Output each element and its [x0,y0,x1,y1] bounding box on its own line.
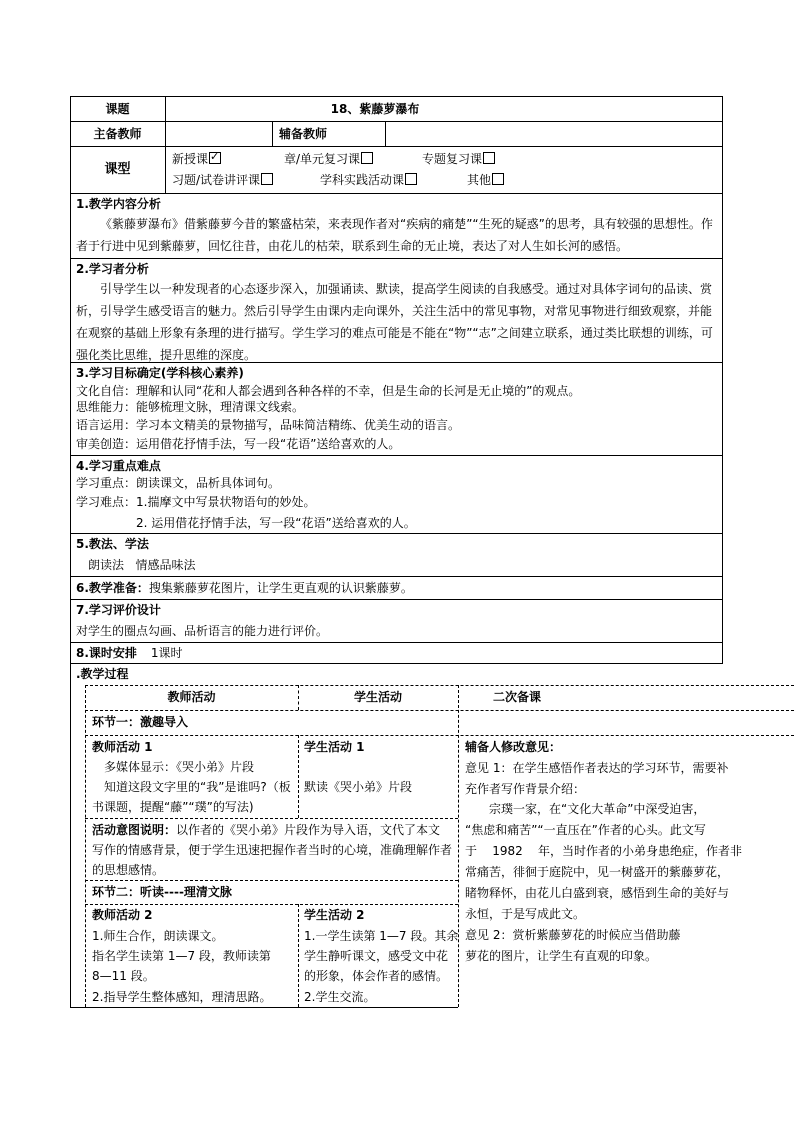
section-5-body: 朗读法 情感品味法 [88,558,196,572]
intent-label: 活动意图说明： [92,823,177,837]
intent-line: 的思想感情。 [92,863,165,877]
frame-top [70,96,723,97]
teacher-activity-1-line: 知道这段文字里的“我”是谁吗?（板 [104,780,291,794]
revision-title: 辅备人修改意见： [465,740,562,754]
row-line [70,599,723,600]
lesson-type-label-text: 习题/试卷讲评课 [172,173,261,187]
col-student-header: 学生活动 [353,690,402,704]
section-4-line: 学习难点：1.揣摩文中写景状物语句的妙处。 [76,495,316,509]
link-2-title: 环节二：听读----理清文脉 [92,885,232,899]
section-7-title: 7.学习评价设计 [76,603,161,617]
teacher-activity-1-title: 教师活动 1 [92,740,153,754]
student-activity-2-line: 1.一学生读第 1—7 段。其余 [304,929,459,943]
frame-right [722,96,723,663]
student-activity-2-line: 2.学生交流。 [304,990,376,1004]
checkbox-icon[interactable] [405,173,417,185]
revision-line: 睹物释怀，由花儿白盛到衰，感悟到生命的美好与 [465,886,730,900]
section-4-title: 4.学习重点难点 [76,459,161,473]
teacher-activity-2-title: 教师活动 2 [92,908,153,922]
dash-line [298,735,299,818]
row-line [70,146,723,147]
lesson-type-label-text: 其他 [467,173,492,187]
teacher-activity-2-line: 2.指导学生整体感知，理清思路。 [92,990,272,1004]
section-8-body: 1课时 [150,646,183,660]
row-line [70,1007,458,1008]
teacher-activity-1-line: 多媒体显示：《哭小弟》片段 [104,760,255,774]
row-line [70,663,723,664]
revision-line: “焦虑和痛苦”“一直压在”作者的心头。此文写 [465,823,706,837]
student-activity-1-title: 学生活动 1 [304,740,365,754]
lesson-type-label-text: 学科实践活动课 [320,173,405,187]
dash-line [85,685,794,686]
student-activity-2-line: 的形象，体会作者的感情。 [304,969,449,983]
dash-line [85,880,458,881]
section-3-line: 审美创造：运用借花抒情手法，写一段“花语”送给喜欢的人。 [76,437,401,451]
section-7-body: 对学生的圈点勾画、品析语言的能力进行评价。 [76,624,329,638]
teacher-activity-2-line: 8—11 段。 [92,969,155,983]
row-line [70,576,723,577]
revision-line: 充作者写作背景介绍： [465,782,586,796]
revision-line: 萝花的图片，让学生有直观的印象。 [465,949,658,963]
section-6-title: 6.教学准备： [76,581,149,595]
teacher-activity-1-line: 书课题，提醒“藤”“璞”的写法) [92,800,254,814]
section-6-row [76,580,413,596]
col-teacher-header: 教师活动 [167,690,216,704]
student-activity-2-title: 学生活动 2 [304,908,365,922]
dash-line [85,735,794,736]
section-5-title: 5.教法、学法 [76,537,149,551]
lead-teacher-label: 主备教师 [93,127,142,141]
section-4-line: 2. 运用借花抒情手法，写一段“花语”送给喜欢的人。 [136,516,416,530]
section-1-body: 《紫藤萝瀑布》借紫藤萝今昔的繁盛枯荣，来表现作者对“疾病的痛楚”“生死的疑惑”的思考，具有较强的思想性。作者于行进中见到紫藤萝，回忆往昔，由花儿的枯荣，联系到生命的无止境，表达了对人生如长河的感悟。 [76,217,713,253]
dash-line [85,710,794,711]
lesson-type-exercise[interactable] [172,172,273,188]
link-1-title: 环节一：激趣导入 [92,715,189,729]
dash-line [85,685,86,1007]
teacher-activity-2-line: 1.师生合作，朗读课文。 [92,929,224,943]
lesson-type-label: 课型 [104,162,131,177]
dash-line [458,685,459,1007]
lesson-type-topic-review[interactable] [422,151,495,167]
topic-label: 课题 [105,102,130,116]
col-line [385,121,386,146]
topic-value: 18、紫藤萝瀑布 [330,102,420,116]
col-line [272,121,273,146]
assist-teacher-label: 辅备教师 [279,127,328,141]
revision-line: 宗璞一家，在“文化大革命”中深受迫害， [489,802,706,816]
revision-line: 常痛苦，徘徊于庭院中，见一树盛开的紫藤萝花， [465,865,730,879]
section-1-title: 1.教学内容分析 [76,197,161,211]
frame-left [70,96,71,1008]
row-line [70,121,723,122]
lesson-type-label-text: 章/单元复习课 [284,152,361,166]
checkbox-icon[interactable] [261,173,273,185]
section-2-title: 2.学习者分析 [76,262,149,276]
student-activity-2-line: 学生静听课文，感受文中花 [304,949,449,963]
process-title: .教学过程 [76,667,129,681]
lesson-type-new[interactable] [172,151,221,167]
row-line [70,642,723,643]
section-3-title: 3.学习目标确定(学科核心素养) [76,366,244,380]
row-line [70,193,723,194]
checkbox-checked-icon[interactable] [209,152,221,164]
intent-text: 以作者的《哭小弟》片段作为导入语，文代了本文 [176,823,441,837]
dash-line [85,818,458,819]
revision-line: 永恒，于是写成此文。 [465,907,586,921]
section-4-line: 学习重点：朗读课文，品析具体词句。 [76,476,281,490]
lesson-type-label-text: 专题复习课 [422,152,483,166]
section-8-row [76,645,183,661]
revision-line: 意见 2：赏析紫藤萝花的时候应当借助藤 [465,928,681,942]
lesson-type-other[interactable] [467,172,504,188]
row-line [70,533,723,534]
checkbox-icon[interactable] [483,152,495,164]
col-revision-header: 二次备课 [493,690,542,704]
section-2-body: 引导学生以一种发现者的心态逐步深入，加强诵读、默读，提高学生阅读的自我感受。通过对具体字词句的品读、赏析，引导学生感受语言的魅力。然后引导学生由课内走向课外，关注生活中的常见事物，对常见事物进行细致观察，并能在观察的基础上形象有条理的进行描写。学生学习的难点可能是不能在“物”“志”之间建立联系，通过类比联想的训练，可强化类比思维，提升思维的深度。 [76,282,713,362]
checkbox-icon[interactable] [492,173,504,185]
lesson-type-unit-review[interactable] [284,151,373,167]
section-3-line: 思维能力：能够梳理文脉，理清课文线索。 [76,400,305,414]
dash-line [85,904,458,905]
row-line [70,258,723,259]
student-activity-1-body: 默读《哭小弟》片段 [304,780,413,794]
lesson-type-practice[interactable] [320,172,417,188]
checkbox-icon[interactable] [361,152,373,164]
revision-line: 意见 1：在学生感悟作者表达的学习环节，需要补 [465,761,729,775]
section-3-line: 文化自信：理解和认同“花和人都会遇到各种各样的不幸，但是生命的长河是无止境的”的观点。 [76,384,581,398]
section-8-title: 8.课时安排 [76,646,137,660]
intent-line: 写作的情感背景，便于学生迅速把握作者当时的心境，准确理解作者 [92,843,453,857]
intent-line [92,822,440,838]
section-3-line: 语言运用：学习本文精美的景物描写，品味简洁精练、优美生动的语言。 [76,418,461,432]
row-line [70,455,723,456]
section-6-body: 搜集紫藤萝花图片，让学生更直观的认识紫藤萝。 [148,581,413,595]
teacher-activity-2-line: 指名学生读第 1—7 段，教师读第 [92,949,271,963]
lesson-type-label-text: 新授课 [172,152,209,166]
revision-line: 于 1982 年，当时作者的小弟身患绝症，作者非 [465,844,743,858]
dash-line [298,904,299,1007]
